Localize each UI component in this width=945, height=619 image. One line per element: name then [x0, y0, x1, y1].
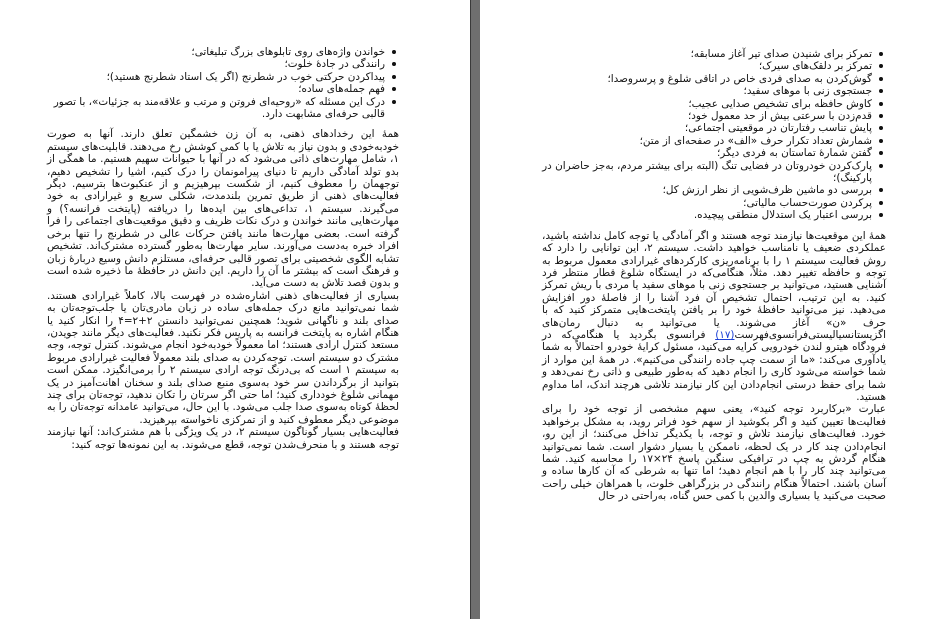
list-item: فهم جمله‌های ساده؛ [47, 83, 385, 95]
paragraph: عبارت «برکاربرد توجه کنید»، یعنی سهم مشخصی از توجه خود را برای فعالیت‌ها تعیین کنید و اگر بکوشید از سهم خود فراتر روید، به مشکل برخواهید خورد. فعالیت‌های نیازمند تلاش و توجه، با یکدیگر تداخل می‌کنند؛ از این رو، انجام‌دادن چند کار در یک لحظه، ناممکن یا بسیار دشوار است. شما نمی‌توانید هنگام گردش به چپ در ترافیکی سنگین پاسخ ۲۴×۱۷ را محاسبه کنید. شما می‌توانید چند کار را با هم انجام دهید؛ اما تنها به شرطی که آن کارها ساده و آسان باشند. احتمالاً هنگام رانندگی در بزرگراهی خلوت، با همراهان خیلی راحت صحبت می‌کنید یا بسیاری والدین با کمی حس گناه، به‌راحتی در حال [542, 403, 886, 503]
list-item: درک این مسئله که «روحیه‌ای فروتن و مرتب و علاقه‌مند به جزئیات»، با تصور قالبی حرفه‌ای مشابهت دارد. [47, 96, 385, 121]
paragraph: همهٔ این رخدادهای ذهنی، به آن زن خشمگین تعلق دارند. آنها به صورت خودبه‌خودی و بدون نیاز به تلاش یا با کمی کوشش رخ می‌دهند. قابلیت‌های سیستم ۱، شامل مهارت‌های ذاتی می‌شود که در آنها با حیوانات سهیم هستیم. ما همگی از بدو تولد آمادگی داریم تا دنیای پیرامونمان را درک کنیم، اشیا را تشخیص دهیم، توجهمان را معطوف کنیم، از شکست بپرهیزیم و از عنکبوت‌ها بترسیم. دیگر فعالیت‌های ذهنی از طریق تمرین بلندمدت، شکلی سریع و غیرارادی به خود می‌گیرند. سیستم ۱، تداعی‌های بین ایده‌ها را دریافته (پایتخت فرانسه؟) و مهارت‌هایی مانند خواندن و درک نکات ظریف و دقیق موقعیت‌های اجتماعی را فرا گرفته است. بعضی مهارت‌ها مانند یافتن حرکات عالی در شطرنج را تنها برخی افراد خبره به‌دست می‌آورند. سایر مهارت‌ها به‌طور گسترده مشترک‌اند. تشخیص تشابه الگوی شخصیتی برای تصور قالبی حرفه‌ای، مستلزم دانش وسیع دربارهٔ زبان و فرهنگ است که بیشتر ما آن را داریم. این دانش در حافظهٔ ما ذخیره شده است و بدون قصد تلاش به دست می‌آید. [47, 128, 399, 290]
left-page [0, 0, 471, 619]
list-item: قدم‌زدن با سرعتی بیش از حد معمول خود؛ [542, 110, 872, 122]
paragraph [542, 230, 886, 404]
left-bullet-list [47, 46, 399, 120]
list-item: پیداکردن حرکتی خوب در شطرنج (اگر یک استاد شطرنج هستید)؛ [47, 71, 385, 83]
list-item: پارک‌کردن خودروتان در فضایی تنگ (البته برای بیشتر مردم، به‌جز حاضران در پارکینگ)؛ [542, 159, 872, 185]
list-item: گفتن شمارهٔ تماستان به فردی دیگر؛ [542, 147, 872, 159]
list-item: بررسی دو ماشین ظرف‌شویی از نظر ارزش کل؛ [542, 184, 872, 196]
left-page-text [47, 46, 399, 451]
footnote-link[interactable]: (۱۷) [715, 328, 735, 341]
list-item: رانندگی در جادهٔ خلوت؛ [47, 58, 385, 70]
list-item: پرکردن صورت‌حساب مالیاتی؛ [542, 197, 872, 209]
list-item: بررسی اعتبار یک استدلال منطقی پیچیده. [542, 209, 872, 221]
list-item: گوش‌کردن به صدای فردی خاص در اتاقی شلوغ و پرسروصدا؛ [542, 73, 872, 85]
list-item: کاوش حافظه برای تشخیص صدایی عجیب؛ [542, 98, 872, 110]
paragraph: بسیاری از فعالیت‌های ذهنی اشاره‌شده در فهرست بالا، کاملاً غیرارادی هستند. شما نمی‌توانید مانع درک جمله‌های ساده در زبان مادری‌تان یا جلب‌توجه‌تان به صدای بلند و ناگهانی شوید؛ همچنین نمی‌توانید دانستن ۲+۲=۴ را انکار کنید یا هنگام اشاره به پایتخت فرانسه به پاریس فکر نکنید. فعالیت‌های دیگر مانند جویدن، مستعد کنترل ارادی هستند؛ اما معمولاً خودبه‌خود انجام می‌شوند. کنترل توجه، وجه مشترک دو سیستم است. توجه‌کردن به صدای بلند معمولاً فعالیت غیرارادی مربوط به سیستم ۱ است که بی‌درنگ توجه ارادی سیستم ۲ را برمی‌انگیزد. ممکن است بتوانید از برگرداندن سر خود به‌سوی منبع صدای بلند و سخنان اهانت‌آمیز در یک مهمانی شلوغ خودداری کنید؛ اما حتی اگر سرتان را تکان ندهید، توجه‌تان برای چند لحظهٔ کوتاه به‌سوی صدا جلب می‌شود. با این حال، می‌توانید عامدانه توجه‌تان را به موضوعی دیگر معطوف کنید و از تمرکزی ناخواسته بپرهیزید. [47, 289, 399, 426]
paragraph-text: همهٔ این موقعیت‌ها نیازمند توجه هستند و اگر آمادگی یا توجه کامل نداشته باشید، عملکردی ضعیف یا نامناسب خواهید داشت. سیستم ۲، این توانایی را دارد که روش فعالیت سیستم ۱ را با برنامه‌ریزی کارکردهای غیرارادی معمول مربوط به توجه و حافظه تغییر دهد. مثلاً، هنگامی‌که در ایستگاه شلوغ قطار منتظر فرد آشنایی هستید، می‌توانید بر جستجوی زنی با موهای سفید یا مردی با ریش تمرکز کنید. به این ترتیب، احتمال تشخیص آن فرد آشنا را از فاصلهٔ دور افزایش می‌دهید. نیز می‌توانید حافظهٔ خود را بر یافتن پایتخت‌هایی متمرکز کنید که با حرف «ن» آغاز می‌شوند. یا می‌توانید به دنبال رمان‌های اگزیستانسیالیستی‌فرانسوی‌فهرست [542, 229, 886, 341]
list-item: تمرکز بر دلقک‌های سیرک؛ [542, 60, 872, 72]
paragraph-text: فرانسوی بگردید یا هنگامی‌که در فرودگاه هیترو لندن خودرویی کرایه می‌کنید، مسئول کرایهٔ خودرو احتمالاً به شما یادآوری می‌کند: «ما از سمت چپ جاده رانندگی می‌کنیم». در همهٔ این موارد از شما خواسته می‌شود کاری را انجام دهید که به‌طور طبیعی و ذاتی رخ نمی‌دهد و شما برای حفظ درستی انجام‌دادن این کار نیازمند تلاشی هرچند اندک، اما مداوم هستید. [542, 328, 886, 403]
list-item: پایش تناسب رفتارتان در موقعیتی اجتماعی؛ [542, 122, 872, 134]
right-bullet-list [542, 48, 886, 222]
list-item: خواندن واژه‌های روی تابلوهای بزرگ تبلیغاتی؛ [47, 46, 385, 58]
paragraph: فعالیت‌هایی بسیار گوناگون سیستم ۲، در یک ویژگی با هم مشترک‌اند: آنها نیازمند توجه هستند و با منحرف‌شدن توجه، قطع می‌شوند. به این نمونه‌ها توجه کنید: [47, 426, 399, 451]
right-page [480, 0, 945, 619]
list-item: تمرکز برای شنیدن صدای تیر آغاز مسابقه؛ [542, 48, 872, 60]
list-item: جستجوی زنی با موهای سفید؛ [542, 85, 872, 97]
right-page-text [542, 48, 886, 503]
list-item: شمارش تعداد تکرار حرف «الف» در صفحه‌ای از متن؛ [542, 135, 872, 147]
